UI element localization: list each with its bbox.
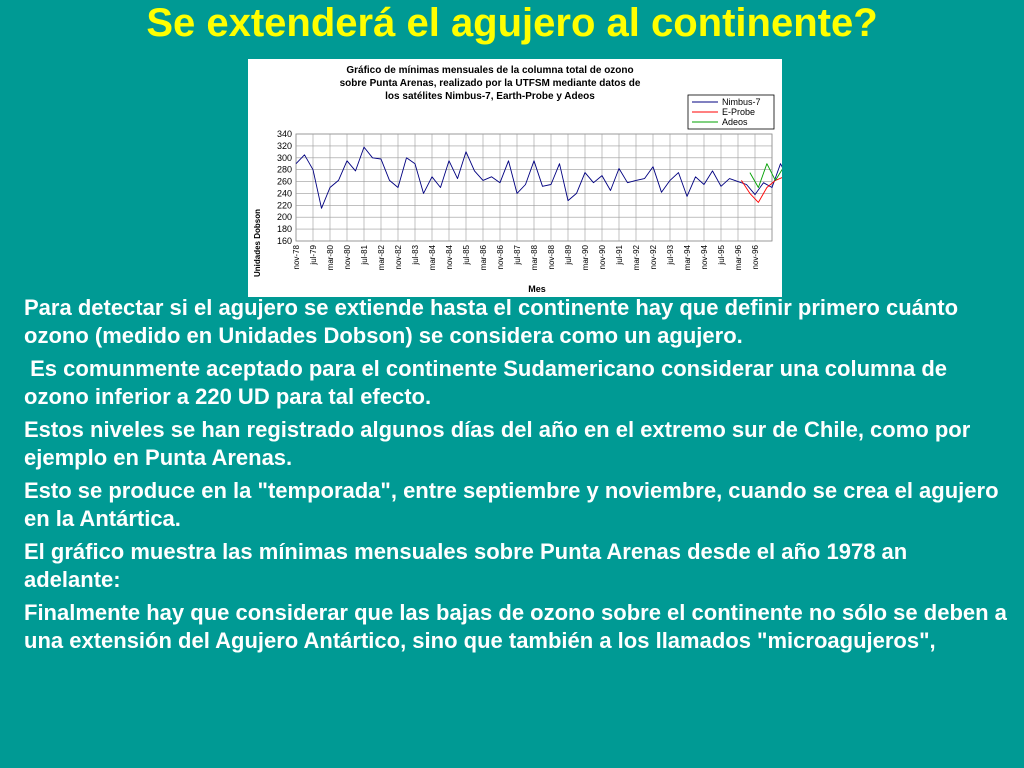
x-tick-label: jul-95 <box>717 245 726 265</box>
y-tick-label: 240 <box>276 188 292 199</box>
x-tick-label: jul-87 <box>513 245 522 265</box>
chart-legend <box>688 95 774 129</box>
x-tick-label: nov-86 <box>496 245 505 270</box>
x-tick-label: mar-90 <box>581 245 590 271</box>
y-tick-label: 220 <box>276 200 292 211</box>
x-tick-label: mar-96 <box>734 245 743 271</box>
x-tick-label: jul-81 <box>360 245 369 265</box>
x-tick-label: mar-88 <box>530 245 539 271</box>
chart-title-line-1: Gráfico de mínimas mensuales de la columna total de ozono <box>346 65 634 76</box>
x-tick-label: nov-78 <box>292 245 301 270</box>
x-tick-label: nov-94 <box>700 245 709 270</box>
chart-title <box>340 65 641 102</box>
paragraph-1: Para detectar si el agujero se extiende hasta el continente hay que definir primero cuánto ozono (medido en Unidades Dobson) se considera como un agujero. <box>24 295 959 348</box>
series-line-nimbus-7 <box>296 140 782 234</box>
y-tick-label: 260 <box>276 176 292 187</box>
body-text <box>24 294 1009 660</box>
x-tick-label: jul-85 <box>462 245 471 265</box>
chart-title-line-2: sobre Punta Arenas, realizado por la UTFSM mediante datos de <box>339 78 641 89</box>
legend-label: E-Probe <box>722 107 756 117</box>
x-tick-label: jul-83 <box>411 245 420 265</box>
x-tick-label: jul-91 <box>615 245 624 265</box>
x-tick-label: nov-82 <box>394 245 403 270</box>
x-tick-label: mar-82 <box>377 245 386 271</box>
x-tick-label: mar-86 <box>479 245 488 271</box>
x-tick-label: nov-80 <box>343 245 352 270</box>
x-tick-label: jul-89 <box>564 245 573 265</box>
paragraph-4: Esto se produce en la "temporada", entre septiembre y noviembre, cuando se crea el agujero en la Antártica. <box>24 478 999 531</box>
x-tick-label: mar-92 <box>632 245 641 271</box>
y-axis-label: Unidades Dobson <box>253 208 262 278</box>
y-tick-label: 160 <box>276 236 292 246</box>
x-tick-label: mar-80 <box>326 245 335 271</box>
y-tick-label: 340 <box>276 129 292 139</box>
x-tick-label: nov-90 <box>598 245 607 270</box>
x-tick-label: nov-92 <box>649 245 658 270</box>
y-tick-label: 300 <box>276 152 292 163</box>
legend-label: Nimbus-7 <box>722 97 761 107</box>
x-axis-label: Mes <box>528 284 546 294</box>
chart-title-line-3: los satélites Nimbus-7, Earth-Probe y Adeos <box>385 91 595 102</box>
x-tick-label: mar-84 <box>428 245 437 271</box>
paragraph-2: Es comunmente aceptado para el continente Sudamericano considerar una columna de ozono inferior a 220 UD para tal efecto. <box>24 356 954 409</box>
x-tick-label: mar-94 <box>683 245 692 271</box>
paragraph-5: El gráfico muestra las mínimas mensuales sobre Punta Arenas desde el año 1978 an adelante: <box>24 539 908 592</box>
x-tick-label: nov-96 <box>751 245 760 270</box>
y-tick-label: 180 <box>276 224 292 235</box>
series-line-e-probe <box>741 177 782 203</box>
y-tick-label: 280 <box>276 164 292 175</box>
y-tick-label: 200 <box>276 212 292 223</box>
slide-title: Se extenderá el agujero al continente? <box>146 1 878 45</box>
y-tick-label: 320 <box>276 140 292 151</box>
paragraph-3: Estos niveles se han registrado algunos días del año en el extremo sur de Chile, como por ejemplo en Punta Arenas. <box>24 417 971 470</box>
x-tick-label: jul-93 <box>666 245 675 265</box>
legend-label: Adeos <box>722 117 748 127</box>
ozone-chart <box>248 59 782 297</box>
x-tick-label: nov-88 <box>547 245 556 270</box>
x-tick-label: nov-84 <box>445 245 454 270</box>
x-tick-label: jul-79 <box>309 245 318 265</box>
ozone-chart-svg <box>248 59 782 297</box>
paragraph-6: Finalmente hay que considerar que las bajas de ozono sobre el continente no sólo se deben a una extensión del Agujero Antártico, sino que también a los llamados "microagujeros", <box>24 600 1007 653</box>
